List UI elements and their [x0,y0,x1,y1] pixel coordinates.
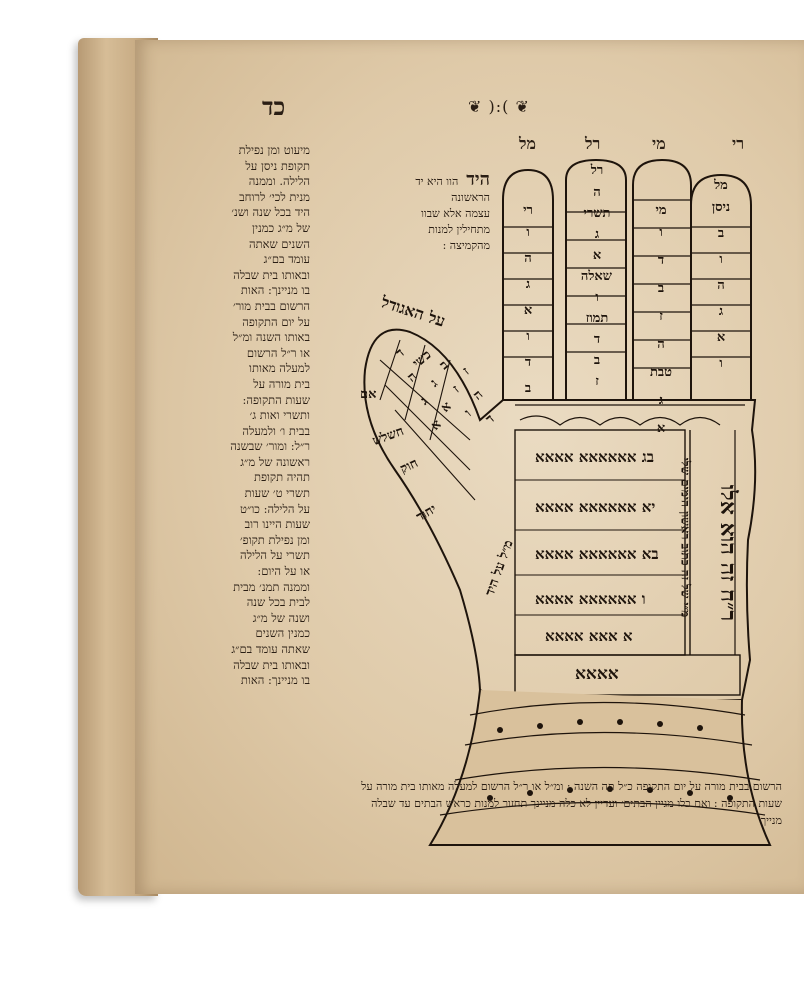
column-line: של מ״ג כמנין [252,220,310,235]
column-line: או על היום: [257,564,310,579]
palm-side-text: מ״י של זה כתוב ראשון הימים שלי [678,457,693,618]
column-line: ובאותו בית שבלה [233,657,310,672]
intro-line: הראשונה [451,191,490,204]
finger-cell: ג [525,277,531,292]
column-line: מנית לכי׳ לרוחב [239,189,310,204]
thumb-cell: ז [450,382,463,397]
thumb-outer-word: חשלש [370,423,406,450]
finger-cell: ז [595,374,599,389]
finger-label: רל [585,134,601,153]
finger-top-label: מי [655,203,667,218]
finger-cell: ד [657,253,665,268]
palm-line: יא אאאאאא אאאא [535,498,656,516]
column-line: תשרי ט׳ שעות [244,486,310,501]
finger-cell: ה [593,185,601,200]
wrist-text: אאאא [575,664,619,684]
column-line: למעלה מאותו [249,361,310,376]
finger-cell: ג [658,393,664,408]
column-line: על הלילה: כו״ט [240,501,310,516]
column-line: באותו השנה ומ״ל [232,330,310,345]
finger-cell: ד [524,355,532,370]
finger-top-label: רל [590,163,604,178]
finger-cell: תשרי [583,206,611,221]
finger-cell: ז [659,309,663,324]
finger-cell: ד [593,332,601,347]
intro-line: הוו היא יד [415,175,459,188]
thumb-cell: ה [470,387,487,404]
intro-line: מתחילין למנות [428,223,490,236]
finger-cell: ה [524,251,532,266]
thumb-cell: ה [404,369,421,386]
column-line: תשרי על הלילה [239,548,310,563]
finger-cell: ו [719,252,723,267]
column-line: בו מניינך: האות [240,283,310,298]
finger-cell: ה [717,278,725,293]
finger-cell: תמוז [585,311,609,326]
column-line: ותשרי ואות ג׳ [249,408,310,423]
thumb-cell: ז [460,364,473,379]
finger-cell: ו [719,356,723,371]
column-line: בית מורה על [253,376,310,391]
bottom-text [262,778,782,829]
thumb-label: על האגודל [378,292,448,331]
thumb-cell: ד [393,345,408,362]
column-line: מיעוט ומן נפילת [238,143,310,157]
column-line: ובאותו בית שבלה [233,267,310,282]
finger-cell: ה [657,337,665,352]
finger-cell: ו [526,329,530,344]
intro-line: עצמה אלא שבוו [421,207,490,220]
thumb-cell: ג [427,376,441,391]
finger-label: מל [519,134,536,153]
column-line: על יום התקופה [242,314,310,329]
finger-top-label: רי [523,203,533,218]
thumb-cell: ד [483,411,498,428]
thumb-cell: ו [462,406,475,421]
finger-cell: ג [718,304,724,319]
finger-cell: ב [657,281,665,296]
page-number: כד [262,92,286,121]
column-line: הרשום בבית מור׳ [232,298,310,313]
column-line: הלילה. וממנה [248,174,310,189]
column-line: היד בכל שנה ושנ׳ [231,205,310,220]
column-line: בו מניינך: האות [240,673,310,688]
thumb-cell: ב [437,357,452,374]
palm-right-big: ר״ח זה הוא אלו [715,484,742,622]
column-line: שאתה עומד בם״ג [231,642,310,656]
bottom-line: הרשום בבית מורה על יום התקופה כ״ל תה השנה : ומ״ל או ר״ל הרשום למעלה מאותו בית מורה על [361,780,782,793]
thumb-cell: ג [417,394,431,409]
finger-cell: א [523,303,533,318]
column-line: ומן נפילת תקופ׳ [240,532,310,547]
thumb-outer-word: חוק [397,455,421,478]
intro-title: היד [466,169,490,190]
finger-cell: א [592,248,602,263]
finger-label: רי [732,134,745,153]
column-line: בבית ו׳ ולמעלה [242,423,310,438]
column-line: עומד בם״ג [263,252,310,267]
column-line: תקופת ניסן על [245,158,310,173]
column-line: וממנה תמנ׳ מבית [233,579,310,594]
palm-line: ו אאאאאא אאאא [535,590,646,608]
finger-cell: א [716,330,726,345]
finger-cell: ב [524,381,532,396]
thumb-cell: כשי [410,347,435,372]
header-ornament: ❦ ):( ❦ [468,97,530,116]
finger-cell: שאלה [580,269,612,284]
finger-cell: ניסן [711,200,731,215]
intro-line: מהקמיצה : [442,239,490,252]
finger-label: מי [652,134,666,153]
finger-cell: טבת [649,365,673,380]
finger-cell: ב [593,353,601,368]
bottom-line: מנייך [760,814,782,827]
column-line: השנים שאתה [248,236,310,251]
thumb-outer-word: יחוד [413,501,440,526]
wrist-band [515,655,740,695]
column-line: או ר״ל הרשום [246,345,310,360]
finger-cell: ו [659,225,663,240]
column-line: שעות התקופה: [242,392,310,407]
column-line: ראשונה של מ״ג [240,454,310,469]
finger-cell: ב [717,226,725,241]
finger-top-label: מל [714,178,728,193]
palm-line: בג אאאאאא אאאא [535,448,654,466]
left-side-text: מ״ל על היד [482,538,517,599]
palm-line: א אאא אאאא [545,627,633,645]
palm-line: בא אאאאאא אאאא [535,545,659,563]
bottom-line: שעות התקופה : ואם כלו מגיין הבתים׳ ועדיין לא כלה מניינך תחזור למנות כראש הבתים עד שבלה [371,797,782,810]
finger-cell: ו [526,225,530,240]
column-line: ושנה של מ״ג [252,610,310,625]
column-line: כמנין השנים [255,626,310,641]
finger-cell: א [656,421,666,436]
column-line: שעות היינו רוב [244,517,310,532]
thumb-cell: א [428,416,445,434]
column-line: ר״ל: ומור׳ שבשנה [230,439,310,454]
finger-cell: ג [594,227,600,242]
column-line: לבית בכל שנה [246,595,310,610]
thumb-cell: א [438,398,455,416]
finger-cell: ו [595,290,599,305]
thumb-outer-word: אם [360,387,377,402]
column-line: תהיה תקופת [253,470,310,485]
